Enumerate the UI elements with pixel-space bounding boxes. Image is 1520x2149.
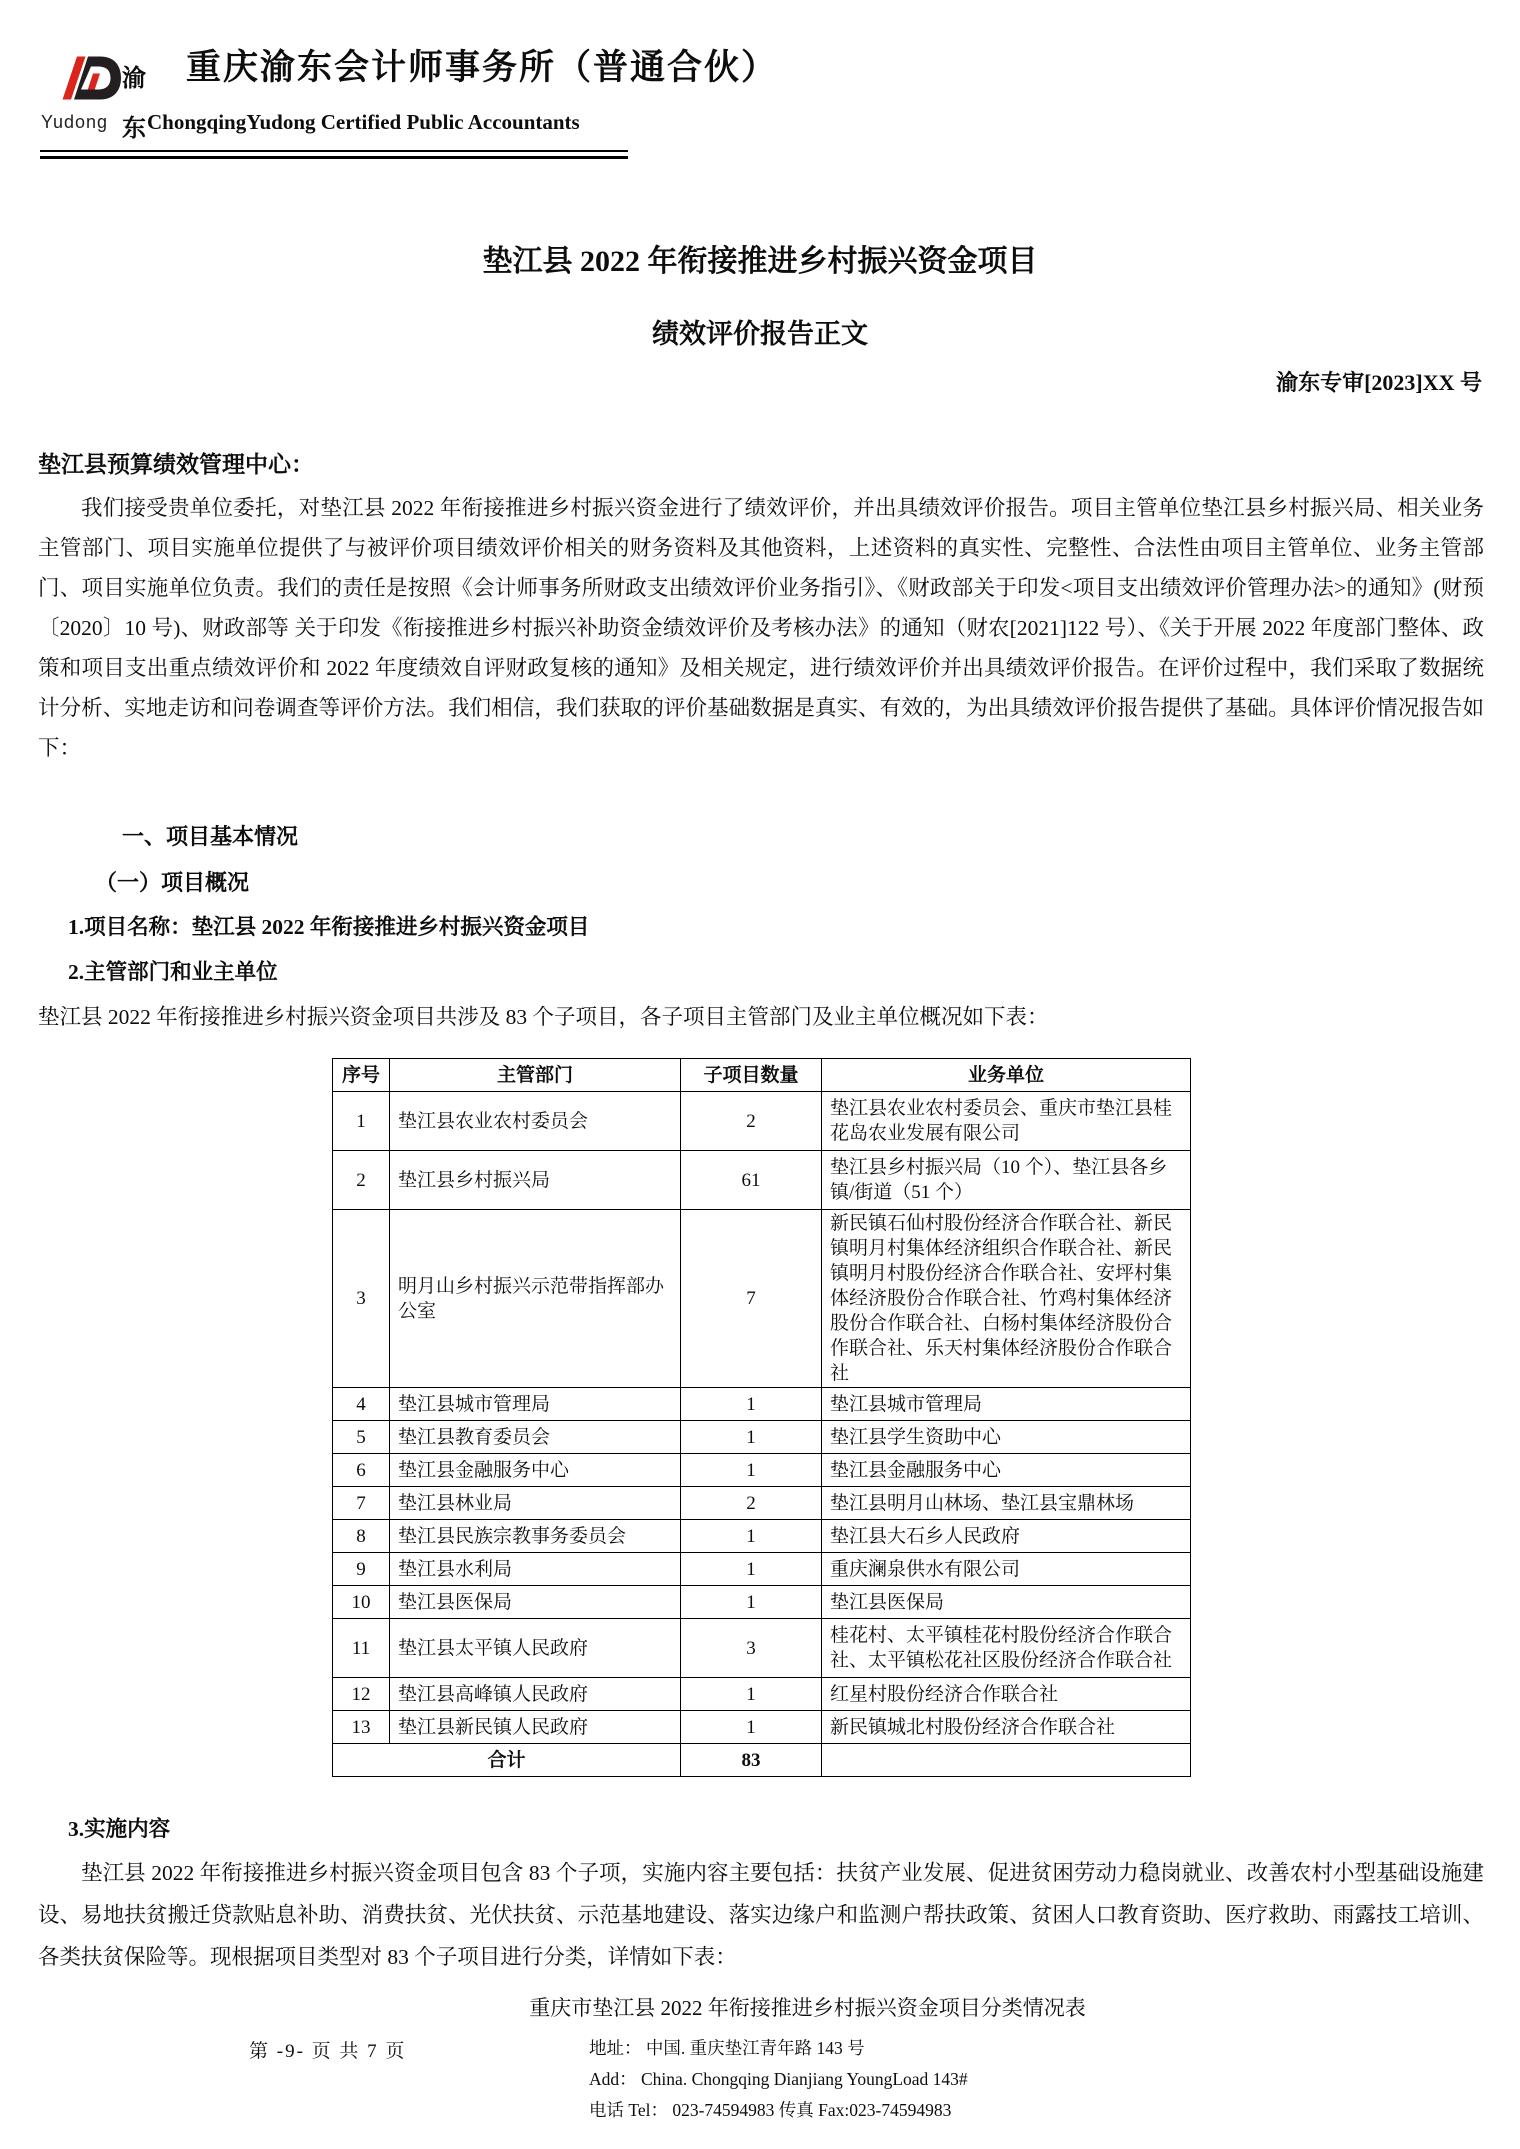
cell-owner: 垫江县城市管理局	[822, 1388, 1191, 1421]
footer-contact-block	[589, 2033, 968, 2126]
doc-title-line2: 绩效评价报告正文	[652, 319, 868, 349]
cell-department: 垫江县高峰镇人民政府	[390, 1678, 681, 1711]
cell-count: 2	[681, 1487, 822, 1520]
cell-count: 1	[681, 1711, 822, 1744]
table-row	[333, 1388, 1191, 1421]
cell-department: 垫江县新民镇人民政府	[390, 1711, 681, 1744]
cell-owner: 桂花村、太平镇桂花村股份经济合作联合社、太平镇松花社区股份经济合作联合社	[822, 1619, 1191, 1678]
cell-index: 7	[333, 1487, 390, 1520]
cell-department: 垫江县乡村振兴局	[390, 1151, 681, 1210]
cell-count: 1	[681, 1678, 822, 1711]
org-table	[332, 1058, 1191, 1777]
table-row	[333, 1553, 1191, 1586]
total-label: 合计	[333, 1744, 681, 1777]
cell-department: 明月山乡村振兴示范带指挥部办公室	[390, 1210, 681, 1388]
cell-owner: 垫江县明月山林场、垫江县宝鼎林场	[822, 1487, 1191, 1520]
cell-index: 3	[333, 1210, 390, 1388]
table-row	[333, 1520, 1191, 1553]
yudong-logo-icon	[62, 52, 122, 104]
col-header-department: 主管部门	[390, 1059, 681, 1092]
item-1-project-name: 1.项目名称：垫江县 2022 年衔接推进乡村振兴资金项目	[68, 915, 590, 939]
classification-table-caption: 重庆市垫江县 2022 年衔接推进乡村振兴资金项目分类情况表	[529, 1996, 1086, 2020]
cell-owner-empty	[822, 1744, 1191, 1777]
cell-owner: 重庆澜泉供水有限公司	[822, 1553, 1191, 1586]
cell-count: 1	[681, 1586, 822, 1619]
table-row	[333, 1678, 1191, 1711]
table-row	[333, 1619, 1191, 1678]
cell-count: 2	[681, 1092, 822, 1151]
implementation-paragraph: 垫江县 2022 年衔接推进乡村振兴资金项目包含 83 个子项，实施内容主要包括：扶贫产业发展、促进贫困劳动力稳岗就业、改善农村小型基础设施建设、易地扶贫搬迁贷款贴息补助、消费扶贫、光伏扶贫、示范基地建设、落实边缘户和监测户帮扶政策、贫困人口教育资助、医疗救助、雨露技工培训、各类扶贫保险等。现根据项目类型对 83 个子项目进行分类，详情如下表：	[38, 1861, 1484, 1969]
footer-address-cn: 地址： 中国. 重庆垫江青年路 143 号	[589, 2038, 865, 2058]
logo-latin-text: Yudong	[41, 112, 109, 132]
table-row	[333, 1421, 1191, 1454]
cell-index: 5	[333, 1421, 390, 1454]
table-row	[333, 1151, 1191, 1210]
table-row	[333, 1487, 1191, 1520]
company-name-en: ChongqingYudong Certified Public Accountants	[147, 110, 580, 134]
cell-index: 8	[333, 1520, 390, 1553]
col-header-owner: 业务单位	[822, 1059, 1191, 1092]
item-3-heading: 3.实施内容	[68, 1817, 171, 1841]
doc-number: 渝东专审[2023]XX 号	[1276, 370, 1482, 395]
cell-count: 1	[681, 1388, 822, 1421]
addressee: 垫江县预算绩效管理中心：	[38, 452, 314, 477]
table-row	[333, 1586, 1191, 1619]
cell-owner: 垫江县金融服务中心	[822, 1454, 1191, 1487]
cell-count: 1	[681, 1454, 822, 1487]
cell-department: 垫江县教育委员会	[390, 1421, 681, 1454]
cell-index: 2	[333, 1151, 390, 1210]
cell-count: 7	[681, 1210, 822, 1388]
cell-department: 垫江县城市管理局	[390, 1388, 681, 1421]
col-header-count: 子项目数量	[681, 1059, 822, 1092]
header-double-rule	[40, 150, 628, 159]
company-name-cn: 重庆渝东会计师事务所（普通合伙）	[186, 48, 779, 87]
cell-department: 垫江县水利局	[390, 1553, 681, 1586]
cell-owner: 垫江县乡村振兴局（10 个）、垫江县各乡镇/街道（51 个）	[822, 1151, 1191, 1210]
cell-owner: 垫江县医保局	[822, 1586, 1191, 1619]
cell-department: 垫江县民族宗教事务委员会	[390, 1520, 681, 1553]
table-row	[333, 1454, 1191, 1487]
cell-index: 1	[333, 1092, 390, 1151]
footer-address-en: Add： China. Chongqing Dianjiang YoungLoad 143#	[589, 2069, 968, 2089]
cell-department: 垫江县金融服务中心	[390, 1454, 681, 1487]
subsection-1-heading: （一）项目概况	[95, 870, 250, 895]
footer-page-number: 第 -9- 页 共 7 页	[249, 2041, 407, 2062]
footer-phone-fax: 电话 Tel： 023-74594983 传真 Fax:023-74594983	[589, 2100, 952, 2120]
doc-title-line1: 垫江县 2022 年衔接推进乡村振兴资金项目	[482, 245, 1038, 278]
cell-owner: 新民镇城北村股份经济合作联合社	[822, 1711, 1191, 1744]
cell-index: 10	[333, 1586, 390, 1619]
cell-department: 垫江县医保局	[390, 1586, 681, 1619]
cell-department: 垫江县太平镇人民政府	[390, 1619, 681, 1678]
item-2-heading: 2.主管部门和业主单位	[68, 960, 278, 984]
logo-char-bottom: 东	[122, 116, 146, 142]
cell-count: 1	[681, 1421, 822, 1454]
cell-count: 1	[681, 1553, 822, 1586]
cell-count: 1	[681, 1520, 822, 1553]
intro-paragraph: 我们接受贵单位委托，对垫江县 2022 年衔接推进乡村振兴资金进行了绩效评价，并出具绩效评价报告。项目主管单位垫江县乡村振兴局、相关业务主管部门、项目实施单位提供了与被评价项目绩效评价相关的财务资料及其他资料，上述资料的真实性、完整性、合法性由项目主管单位、业务主管部门、项目实施单位负责。我们的责任是按照《会计师事务所财政支出绩效评价业务指引》、《财政部关于印发<项目支出绩效评价管理办法>的通知》(财预〔2020〕10 号)、财政部等 关于印发《衔接推进乡村振兴补助资金绩效评价及考核办法》的通知（财农[2021]122 号）、《关于开展 2022 年度部门整体、政策和项目支出重点绩效评价和 2022 年度绩效自评财政复核的通知》及相关规定，进行绩效评价并出具绩效评价报告。在评价过程中，我们采取了数据统计分析、实地走访和问卷调查等评价方法。我们相信，我们获取的评价基础数据是真实、有效的，为出具绩效评价报告提供了基础。具体评价情况报告如下：	[38, 496, 1484, 760]
table-header-row	[333, 1059, 1191, 1092]
cell-index: 4	[333, 1388, 390, 1421]
cell-index: 6	[333, 1454, 390, 1487]
section-1-heading: 一、项目基本情况	[122, 824, 299, 849]
total-value: 83	[681, 1744, 822, 1777]
cell-owner: 红星村股份经济合作联合社	[822, 1678, 1191, 1711]
table-total-row	[333, 1744, 1191, 1777]
cell-index: 9	[333, 1553, 390, 1586]
cell-department: 垫江县林业局	[390, 1487, 681, 1520]
logo-char-top: 渝	[122, 66, 146, 92]
cell-owner: 垫江县农业农村委员会、重庆市垫江县桂花岛农业发展有限公司	[822, 1092, 1191, 1151]
table-row	[333, 1210, 1191, 1388]
table-row	[333, 1092, 1191, 1151]
cell-owner: 垫江县学生资助中心	[822, 1421, 1191, 1454]
cell-index: 11	[333, 1619, 390, 1678]
cell-owner: 垫江县大石乡人民政府	[822, 1520, 1191, 1553]
cell-department: 垫江县农业农村委员会	[390, 1092, 681, 1151]
cell-index: 13	[333, 1711, 390, 1744]
cell-count: 3	[681, 1619, 822, 1678]
col-header-index: 序号	[333, 1059, 390, 1092]
cell-index: 12	[333, 1678, 390, 1711]
table-row	[333, 1711, 1191, 1744]
org-table-container	[332, 1058, 1191, 1777]
cell-owner: 新民镇石仙村股份经济合作联合社、新民镇明月村集体经济组织合作联合社、新民镇明月村股份经济合作联合社、安坪村集体经济股份合作联合社、竹鸡村集体经济股份合作联合社、白杨村集体经济股份合作联合社、乐天村集体经济股份合作联合社	[822, 1210, 1191, 1388]
cell-count: 61	[681, 1151, 822, 1210]
table-intro-text: 垫江县 2022 年衔接推进乡村振兴资金项目共涉及 83 个子项目，各子项目主管部门及业主单位概况如下表：	[38, 1005, 1049, 1029]
